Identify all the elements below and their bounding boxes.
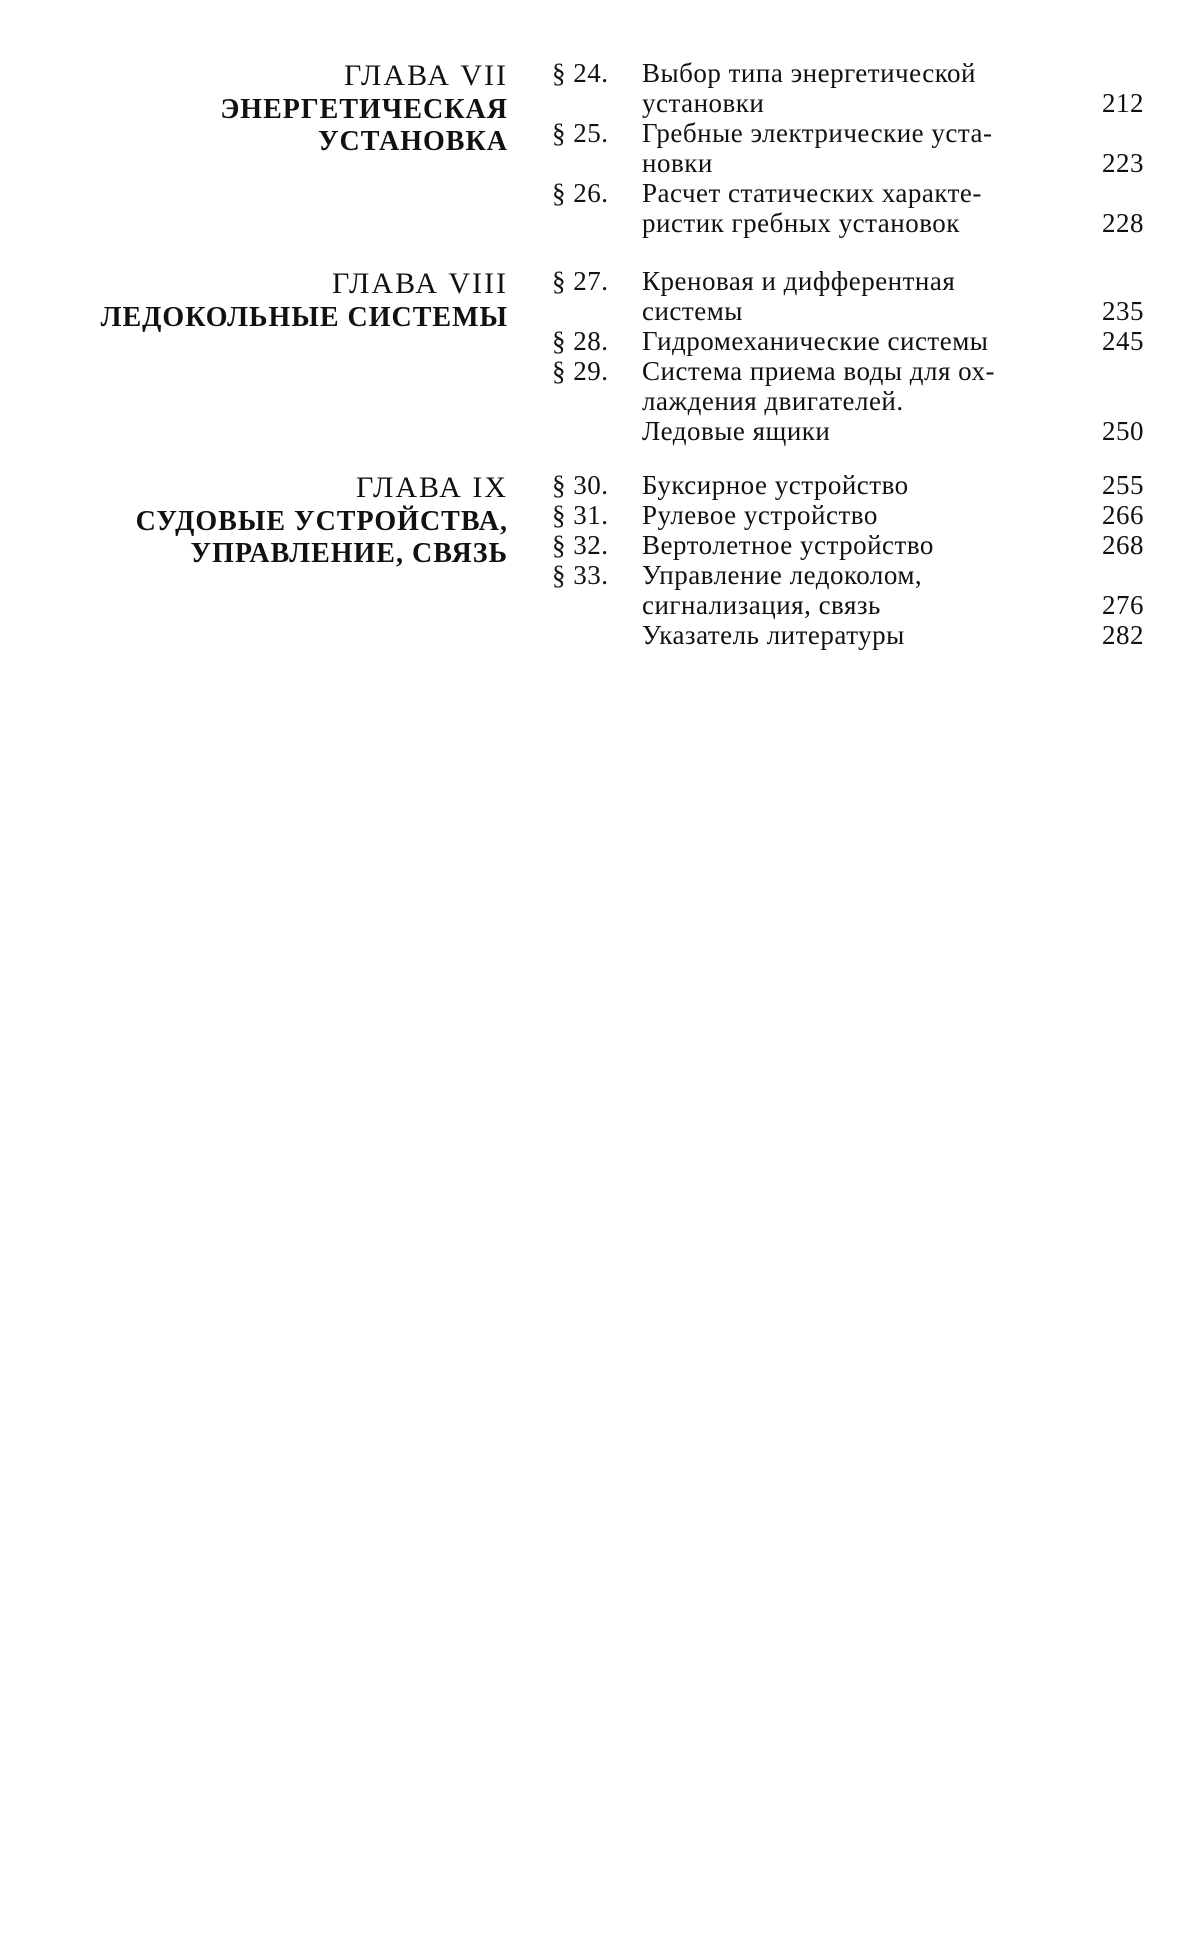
entry-line: Расчет статических характе-	[642, 178, 982, 208]
section-number: § 24.	[552, 58, 609, 88]
entry-line: новки	[642, 148, 713, 178]
page-number: 223	[1102, 148, 1144, 178]
toc-entry	[552, 118, 1144, 178]
section-number: § 33.	[552, 560, 609, 590]
chapter-title-line: ЛЕДОКОЛЬНЫЕ СИСТЕМЫ	[100, 302, 508, 333]
chapter-title-line: ЭНЕРГЕТИЧЕСКАЯ	[220, 94, 508, 125]
chapter-heading	[28, 470, 508, 570]
chapter-heading	[28, 266, 508, 334]
page-number: 268	[1102, 530, 1144, 560]
toc-entry	[552, 560, 1144, 620]
chapter-title-line: УПРАВЛЕНИЕ, СВЯЗЬ	[190, 538, 508, 569]
page-number: 245	[1102, 326, 1144, 356]
section-number: § 32.	[552, 530, 609, 560]
page-number: 228	[1102, 208, 1144, 238]
section-number: § 27.	[552, 266, 609, 296]
chapter-title-line: УСТАНОВКА	[317, 126, 508, 157]
chapter-number: ГЛАВА IX	[355, 471, 508, 504]
toc-entry	[552, 470, 1144, 500]
entry-line: Креновая и дифферентная	[642, 266, 956, 296]
entry-line: Гидромеханические системы	[642, 326, 989, 356]
page-number: 235	[1102, 296, 1144, 326]
page-number: 255	[1102, 470, 1144, 500]
toc-entry	[552, 530, 1144, 560]
entry-line: Вертолетное устройство	[642, 530, 934, 560]
page-number: 212	[1102, 88, 1144, 118]
page-number: 276	[1102, 590, 1144, 620]
page-number: 250	[1102, 416, 1144, 446]
page-number: 266	[1102, 500, 1144, 530]
entry-line: ристик гребных установок	[642, 208, 960, 238]
entry-line: Гребные электрические уста-	[642, 118, 993, 148]
chapter-number: ГЛАВА VIII	[331, 267, 508, 300]
entry-line: Буксирное устройство	[642, 470, 909, 500]
entry-line: Управление ледоколом,	[642, 560, 923, 590]
section-number: § 25.	[552, 118, 609, 148]
page-number: 282	[1102, 620, 1144, 650]
chapter-entries	[552, 266, 1144, 446]
entry-line: установки	[642, 88, 765, 118]
chapter-title-line: СУДОВЫЕ УСТРОЙСТВА,	[135, 506, 508, 537]
toc-entry	[552, 356, 1144, 446]
entry-line: Ледовые ящики	[642, 416, 831, 446]
section-number: § 30.	[552, 470, 609, 500]
entry-line: Выбор типа энергетической	[642, 58, 976, 88]
toc-entry	[552, 266, 1144, 326]
entry-line: Система приема воды для ох-	[642, 356, 995, 386]
entry-line: лаждения двигателей.	[642, 386, 904, 416]
chapter-heading	[28, 58, 508, 158]
section-number: § 31.	[552, 500, 609, 530]
entry-line: сигнализация, связь	[642, 590, 881, 620]
section-number: § 29.	[552, 356, 609, 386]
entry-line: системы	[642, 296, 743, 326]
chapter-number: ГЛАВА VII	[343, 59, 508, 92]
chapter-entries	[552, 470, 1144, 650]
toc-entry	[552, 178, 1144, 238]
section-number: § 28.	[552, 326, 609, 356]
toc-entry-bibliography	[552, 620, 1144, 650]
entry-line: Рулевое устройство	[642, 500, 878, 530]
toc-entry	[552, 326, 1144, 356]
toc-entry	[552, 58, 1144, 118]
section-number: § 26.	[552, 178, 609, 208]
entry-line: Указатель литературы	[642, 620, 905, 650]
chapter-entries	[552, 58, 1144, 238]
toc-entry	[552, 500, 1144, 530]
